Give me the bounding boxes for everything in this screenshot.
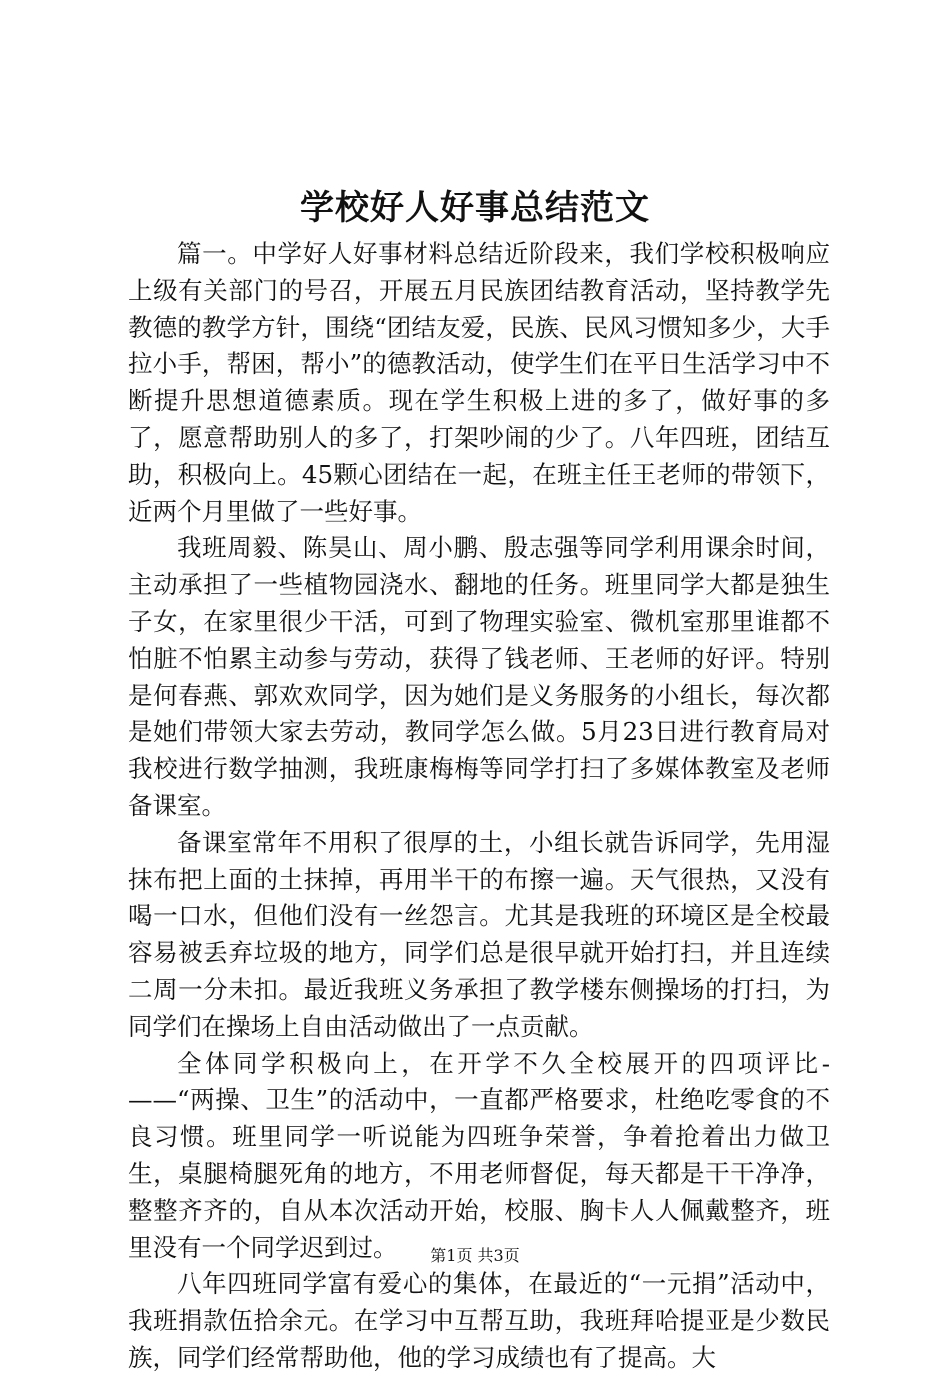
paragraph-5: 八年四班同学富有爱心的集体，在最近的“一元捐”活动中，我班捐款伍拾余元。在学习中互帮互助，我班拜哈提亚是少数民族，同学们经常帮助他，他的学习成绩也有了提高。大 bbox=[128, 1269, 830, 1372]
paragraph-4: 全体同学积极向上，在开学不久全校展开的四项评比-——“两操、卫生”的活动中，一直都严格要求，杜绝吃零食的不良习惯。班里同学一听说能为四班争荣誉，争着抢着出力做卫生，桌腿椅腿死角的地方，不用老师督促，每天都是干干净净，整整齐齐的，自从本次活动开始，校服、胸卡人人佩戴整齐，班里没有一个同学迟到过。 bbox=[128, 1048, 830, 1262]
document-title: 学校好人好事总结范文 bbox=[300, 188, 650, 228]
paragraph-3: 备课室常年不用积了很厚的土，小组长就告诉同学，先用湿抹布把上面的土抹掉，再用半干的布擦一遍。天气很热，又没有喝一口水，但他们没有一丝怨言。尤其是我班的环境区是全校最容易被丢弃垃圾的地方，同学们总是很早就开始打扫，并且连续二周一分未扣。最近我班义务承担了教学楼东侧操场的打扫，为同学们在操场上自由活动做出了一点贡献。 bbox=[128, 827, 830, 1041]
page-number-footer: 第1页 共3页 bbox=[430, 1246, 520, 1265]
document-body bbox=[128, 236, 830, 1377]
paragraph-2: 我班周毅、陈昊山、周小鹏、殷志强等同学利用课余时间，主动承担了一些植物园浇水、翻地的任务。班里同学大都是独生子女，在家里很少干活，可到了物理实验室、微机室那里谁都不怕脏不怕累主动参与劳动，获得了钱老师、王老师的好评。特别是何春燕、郭欢欢同学，因为她们是义务服务的小组长，每次都是她们带领大家去劳动，教同学怎么做。5月23日进行教育局对我校进行数学抽测，我班康梅梅等同学打扫了多媒体教室及老师备课室。 bbox=[128, 533, 830, 820]
paragraph-1: 篇一。中学好人好事材料总结近阶段来，我们学校积极响应上级有关部门的号召，开展五月民族团结教育活动，坚持教学先教德的教学方针，围绕“团结友爱，民族、民风习惯知多少，大手拉小手，帮困，帮小”的德教活动，使学生们在平日生活学习中不断提升思想道德素质。现在学生积极上进的多了，做好事的多了，愿意帮助别人的多了，打架吵闹的少了。八年四班，团结互助，积极向上。45颗心团结在一起，在班主任王老师的带领下，近两个月里做了一些好事。 bbox=[128, 239, 830, 526]
